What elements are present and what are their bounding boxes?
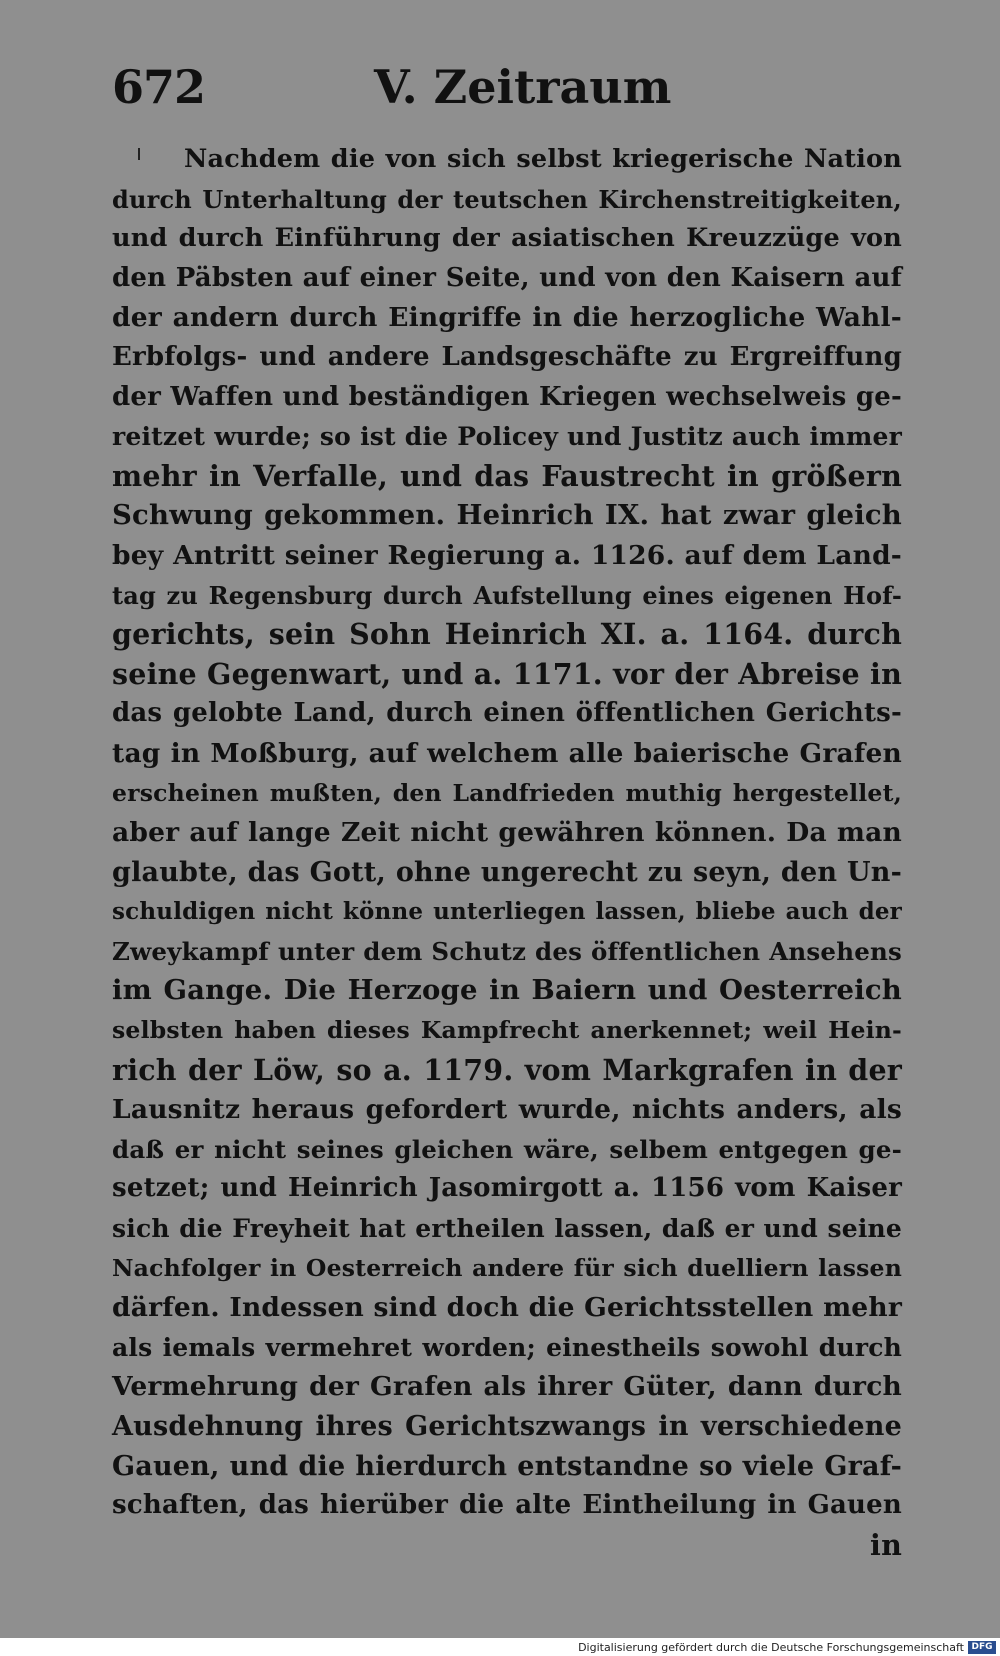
text-line: Vermehrung der Grafen als ihrer Güter, dann durch bbox=[112, 1371, 902, 1403]
text-line: seine Gegenwart, und a. 1171. vor der Abreise in bbox=[112, 656, 902, 691]
text-line: mehr in Verfalle, und das Faustrecht in größern bbox=[112, 458, 902, 493]
footer-bar bbox=[0, 1638, 1000, 1656]
text-line: das gelobte Land, durch einen öffentlichen Gerichts- bbox=[112, 698, 902, 729]
text-line: glaubte, das Gott, ohne ungerecht zu seyn, den Un- bbox=[112, 856, 902, 888]
text-line: setzet; und Heinrich Jasomirgott a. 1156 vom Kaiser bbox=[112, 1173, 902, 1204]
text-line: Zweykampf unter dem Schutz des öffentlichen Ansehens bbox=[112, 936, 902, 966]
text-line: bey Antritt seiner Regierung a. 1126. auf dem Land- bbox=[112, 539, 902, 571]
text-line: schuldigen nicht könne unterliegen lassen, bliebe auch der bbox=[112, 898, 902, 926]
text-line: Ausdehnung ihres Gerichtszwangs in verschiedene bbox=[112, 1411, 902, 1442]
text-line: aber auf lange Zeit nicht gewähren können. Da man bbox=[112, 817, 902, 849]
text-line: selbsten haben dieses Kampfrecht anerkennet; weil Hein- bbox=[112, 1016, 902, 1045]
text-line: tag zu Regensburg durch Aufstellung eines eigenen Hof- bbox=[112, 580, 902, 610]
text-line: tag in Moßburg, auf welchem alle baierische Grafen bbox=[112, 737, 902, 769]
text-line: durch Unterhaltung der teutschen Kirchenstreitigkeiten, bbox=[112, 184, 902, 214]
text-line: und durch Einführung der asiatischen Kreuzzüge von bbox=[112, 223, 902, 254]
page-header bbox=[112, 60, 902, 120]
text-line: Erbfolgs- und andere Landsgeschäfte zu Ergreiffung bbox=[112, 341, 902, 372]
dfg-logo: DFG bbox=[968, 1641, 996, 1654]
text-line: Nachdem die von sich selbst kriegerische Nation bbox=[184, 144, 902, 174]
text-line: Nachfolger in Oesterreich andere für sich duelliern lassen bbox=[112, 1253, 902, 1282]
text-line: Gauen, und die hierdurch entstandne so viele Graf- bbox=[112, 1450, 902, 1482]
text-line: im Gange. Die Herzoge in Baiern und Oesterreich bbox=[112, 974, 902, 1007]
text-line: daß er nicht seines gleichen wäre, selbem entgegen ge- bbox=[112, 1134, 902, 1164]
text-line: als iemals vermehret worden; einestheils sowohl durch bbox=[112, 1332, 902, 1362]
text-line: der andern durch Eingriffe in die herzogliche Wahl- bbox=[112, 302, 902, 334]
body-text bbox=[112, 140, 902, 1565]
digitization-credit: Digitalisierung gefördert durch die Deutsche Forschungsgemeinschaft bbox=[578, 1641, 964, 1654]
text-line: der Waffen und beständigen Kriegen wechselweis ge- bbox=[112, 381, 902, 412]
text-line: Lausnitz heraus gefordert wurde, nichts anders, als bbox=[112, 1094, 902, 1126]
text-line: sich die Freyheit hat ertheilen lassen, daß er und seine bbox=[112, 1214, 902, 1244]
text-line: schaften, das hierüber die alte Eintheilung in Gauen bbox=[112, 1490, 902, 1521]
text-line: reitzet wurde; so ist die Policey und Justitz auch immer bbox=[112, 422, 902, 452]
text-line: Schwung gekommen. Heinrich IX. hat zwar gleich bbox=[112, 499, 902, 532]
catchword: in bbox=[870, 1527, 902, 1562]
text-line: därfen. Indessen sind doch die Gerichtsstellen mehr bbox=[112, 1292, 902, 1324]
page-number: 672 bbox=[112, 60, 206, 114]
text-line: gerichts, sein Sohn Heinrich XI. a. 1164. durch bbox=[112, 617, 902, 652]
text-line: rich der Löw, so a. 1179. vom Markgrafen in der bbox=[112, 1052, 902, 1087]
text-line: erscheinen mußten, den Landfrieden muthig hergestellet, bbox=[112, 778, 902, 807]
text-line: den Päbsten auf einer Seite, und von den Kaisern auf bbox=[112, 262, 902, 293]
running-head: V. Zeitraum bbox=[374, 60, 672, 114]
